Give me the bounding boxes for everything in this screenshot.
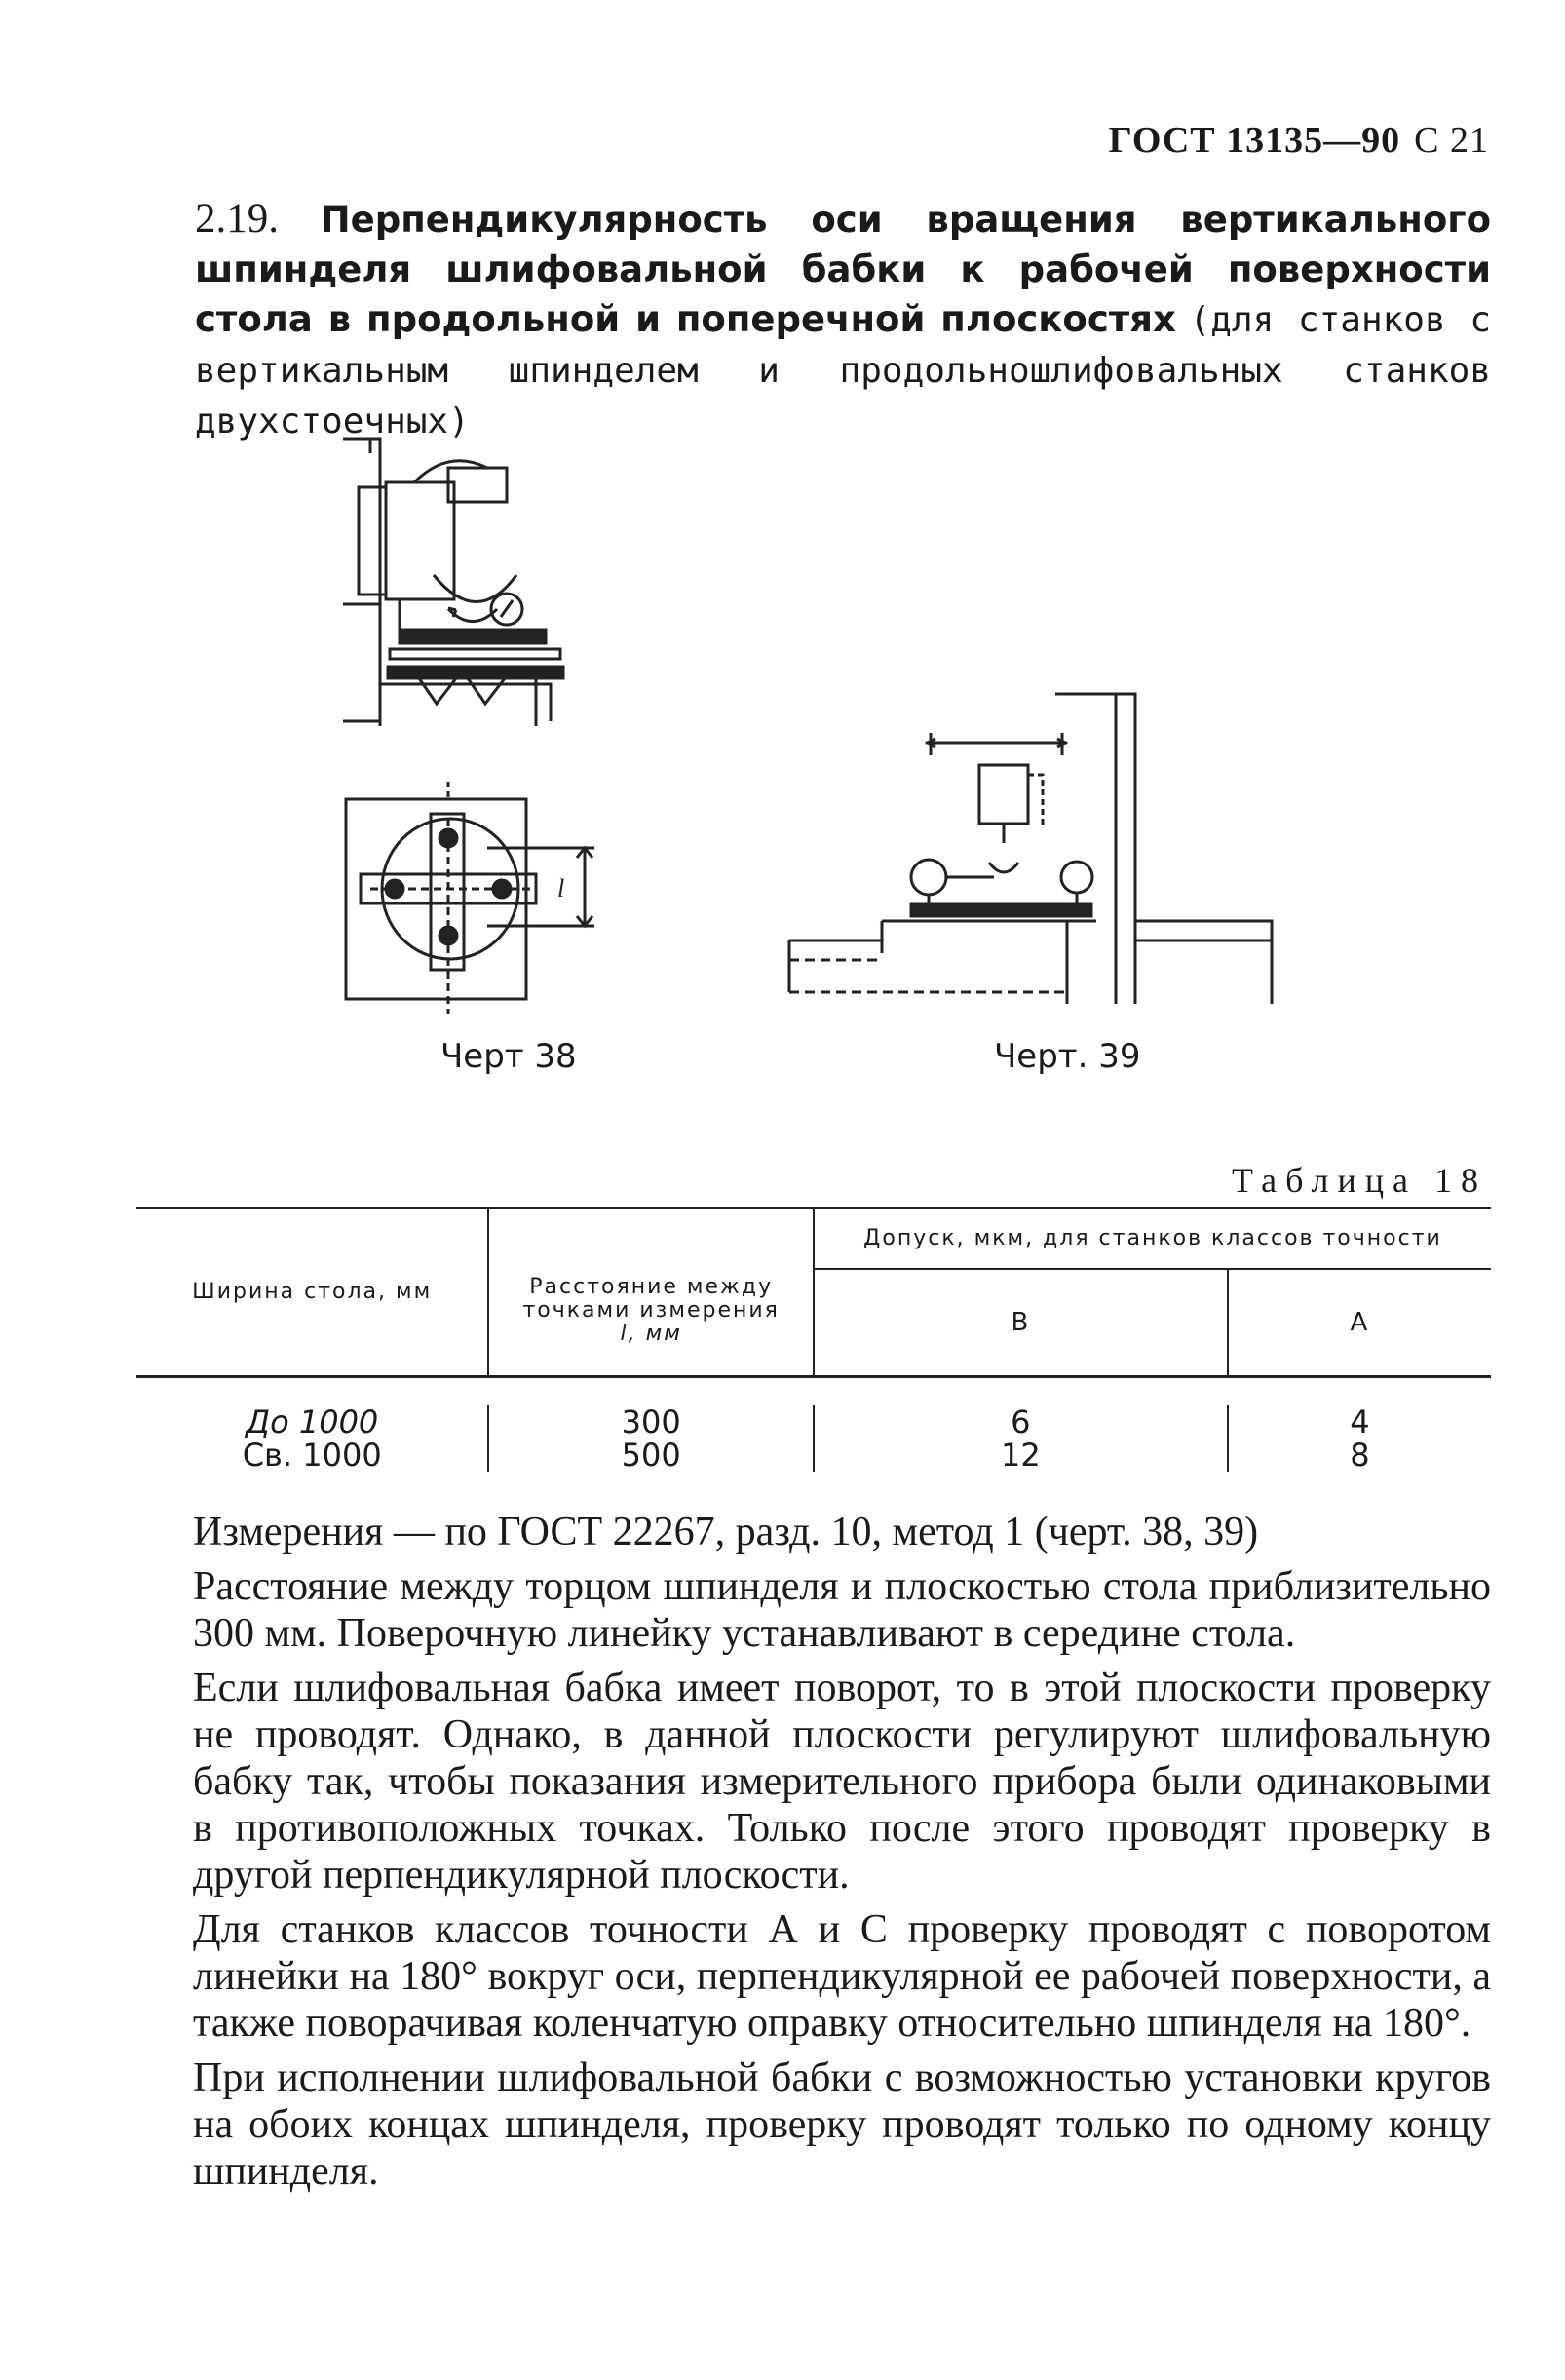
header-table-width: Ширина стола, мм bbox=[136, 1209, 488, 1377]
figure-38-caption: Черт 38 bbox=[440, 1037, 577, 1076]
cell-class-a: 4 bbox=[1228, 1405, 1491, 1439]
paragraph-rotation: Если шлифовальная бабка имеет поворот, то в этой плоскости проверку не проводят. Однако, в данной плоскости регулируют шлифовальную бабку так, чтобы показания измерительного прибора были одинаковыми в противоположных точках. Только после этого проводят проверку в другой перпендикулярной плоскости. bbox=[193, 1666, 1491, 1898]
section-scope: (для станков с вертикальным шпинделем и продольношлифовальных станков двухстоечных) bbox=[195, 300, 1491, 441]
header-class-a: А bbox=[1228, 1269, 1491, 1377]
paragraph-classes: Для станков классов точности А и С проверку проводят с поворотом линейки на 180° вокруг оси, перпендикулярной ее рабочей поверхности, а также поворачивая коленчатую оправку относительно шпинделя на 180°. bbox=[193, 1907, 1491, 2046]
cell-class-b: 6 bbox=[814, 1405, 1228, 1439]
standard-number: ГОСТ 13135—90 bbox=[1108, 120, 1401, 161]
section-title: Перпендикулярность оси вращения вертикального шпинделя шлифовальной бабки к рабочей поверхности стола в продольной и поперечной плоскостях bbox=[195, 199, 1491, 340]
cell-class-a: 8 bbox=[1228, 1439, 1491, 1472]
dimension-label: l bbox=[557, 874, 565, 902]
body-text bbox=[193, 1509, 1491, 2195]
paragraph-method: Измерения — по ГОСТ 22267, разд. 10, метод 1 (черт. 38, 39) bbox=[193, 1510, 1259, 1555]
cell-class-b: 12 bbox=[814, 1439, 1228, 1472]
paragraph-distance: Расстояние между торцом шпинделя и плоскостью стола приблизительно 300 мм. Поверочную линейку устанавливают в середине стола. bbox=[193, 1564, 1491, 1656]
table-title: Таблица 18 bbox=[1232, 1161, 1487, 1200]
table-row bbox=[136, 1405, 1491, 1439]
table-row bbox=[136, 1439, 1491, 1472]
figure-38-plan bbox=[341, 780, 624, 1033]
table-18 bbox=[136, 1207, 1491, 1472]
page-header bbox=[1109, 119, 1489, 162]
header-distance: Расстояние между точками измерения l, мм bbox=[488, 1209, 814, 1377]
paragraph-both-ends: При исполнении шлифовальной бабки с возможностью установки кругов на обоих концах шпинделя, проверку проводят только по одному концу шпинделя. bbox=[193, 2055, 1491, 2194]
section-heading bbox=[195, 195, 1491, 446]
figure-38-machine bbox=[341, 429, 594, 760]
cell-width: Св. 1000 bbox=[242, 1437, 382, 1474]
cell-distance: 300 bbox=[488, 1405, 814, 1439]
header-tolerance-group: Допуск, мкм, для станков классов точности bbox=[814, 1209, 1491, 1270]
section-number: 2.19. bbox=[195, 196, 279, 242]
cell-width: До 1000 bbox=[246, 1403, 379, 1440]
figure-39 bbox=[784, 682, 1281, 1014]
header-class-b: В bbox=[814, 1269, 1228, 1377]
page-number: С 21 bbox=[1414, 120, 1489, 161]
figure-39-caption: Черт. 39 bbox=[994, 1037, 1141, 1076]
cell-distance: 500 bbox=[488, 1439, 814, 1472]
